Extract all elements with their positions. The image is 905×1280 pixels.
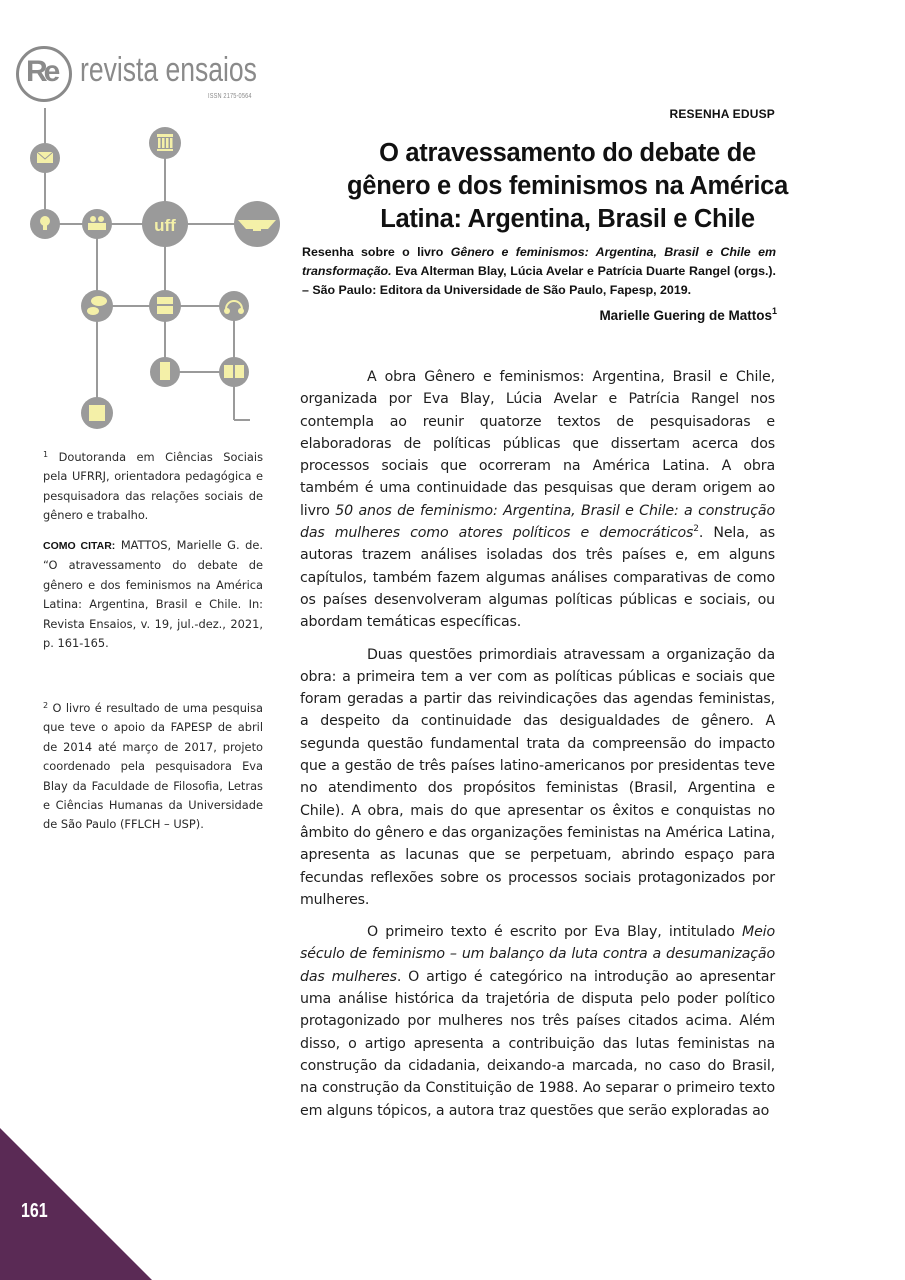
review-reference: Resenha sobre o livro Gênero e feminismos: Argentina, Brasil e Chile em transformação. Eva Alterman Blay, Lúcia Avelar e Patrícia Duarte Rangel (orgs.). – São Paulo: Editora da Universidade de São Paulo, Fapesp, 2019. <box>302 245 776 297</box>
title-line: gênero e dos feminismos na América <box>347 172 788 200</box>
open-book-node-icon <box>219 357 249 387</box>
museum-node-icon <box>149 127 181 159</box>
network-diagram <box>0 0 300 440</box>
footnote-marker[interactable]: 2 <box>693 524 699 535</box>
issn-label: ISSN 2175-0564 <box>208 93 252 100</box>
title-line: O atravessamento do debate de <box>379 139 756 167</box>
footnote-2: $^2$ O livro é resultado de uma pesquisa que teve o apoio da FAPESP de abril de 2014 até março de 2017, projeto coordenado pela pesquisadora Eva Blay da Faculdade de Filosofia, Letras e Ciências Humanas da Universidade de São Paulo (FFLCH – USP). <box>43 701 263 832</box>
page-number: 161 <box>21 1200 48 1222</box>
section-label: RESENHA EDUSP <box>669 107 775 121</box>
footnote-marker[interactable]: 1 <box>771 306 777 316</box>
footnote-1: $^1$ Doutoranda em Ciências Sociais pela UFRRJ, orientadora pedagógica e pesquisadora das relações sociais de gênero e trabalho. <box>43 450 263 523</box>
paragraph: Duas questões primordiais atravessam a organização da obra: a primeira tem a ver com as políticas públicas e sociais que foram geradas a partir das reivindicações das agendas feministas, a despeito da continuidade das desigualdades de gênero. A segunda questão fundamental trata da compreensão do impacto que a gestão de três países latino-americanos por presidentas teve no atendimento dos propósitos feministas (Brasil, Argentina e Chile). A obra, mais do que apresentar os êxitos e conquistas no âmbito do gênero e das organizações feministas na América Latina, apresenta as lacunas que se perpetuam, abrindo espaço para fecundas reflexões sobre os processos sociais protagonizados por mulheres. <box>300 646 775 908</box>
citation-label: COMO CITAR: <box>43 540 116 552</box>
svg-text:uff: uff <box>154 216 176 235</box>
paragraph: O primeiro texto é escrito por Eva Blay, intitulado Meio século de feminismo – um balanço da luta contra a desumanização das mulheres. O artigo é categórico na introdução ao apresentar uma análise histórica da trajetória de disputa pelo poder político protagonizado por mulheres nos três países citados acima. Além disso, o artigo apresenta a contribuição das lutas feministas na construção da cidadania, deixando-a marcada, no caso do Brasil, na construção da Constituição de 1988. Ao separar o primeiro texto em alguns tópicos, a autora traz questões que serão exploradas ao <box>300 924 776 1119</box>
headphones-node-icon <box>219 291 249 321</box>
paragraph: A obra Gênero e feminismos: Argentina, Brasil e Chile, organizada por Eva Blay, Lúcia Avelar e Patrícia Rangel nos contempla ao reunir quatorze textos de pesquisadoras e elaboradoras de políticas públicas que dissertam acerca dos processos sociais que ocorreram na América Latina. A obra também é uma continuidade das pesquisas que deram origem ao livro 50 anos de feminismo: Argentina, Brasil e Chile: a construção das mulheres como atores políticos e democráticos$^2$. Nela, as autoras trazem análises isoladas dos três países e, em alguns capítulos, também fazem algumas análises comparativas de como os países desenvolveram algumas políticas públicas e sociais, ou abordam temáticas específicas. <box>300 369 776 631</box>
author-name: Marielle Guering de Mattos$^1$ <box>599 306 777 323</box>
article-title <box>310 137 825 236</box>
journal-name: revista ensaios <box>80 51 257 89</box>
title-line: Latina: Argentina, Brasil e Chile <box>380 205 755 233</box>
article-body <box>300 366 775 1132</box>
book-title: Gênero e feminismos: Argentina, Brasil e Chile em transformação. <box>302 245 776 278</box>
citation-block: COMO CITAR: MATTOS, Marielle G. de. “O atravessamento do debate de gênero e dos feminismos na América Latina: Argentina, Brasil e Chile. In: Revista Ensaios, v. 19, jul.-dez., 2021, p. 161-165. <box>43 538 263 651</box>
logo-mark-text: Re <box>26 55 57 88</box>
chat-node-icon <box>81 290 113 322</box>
